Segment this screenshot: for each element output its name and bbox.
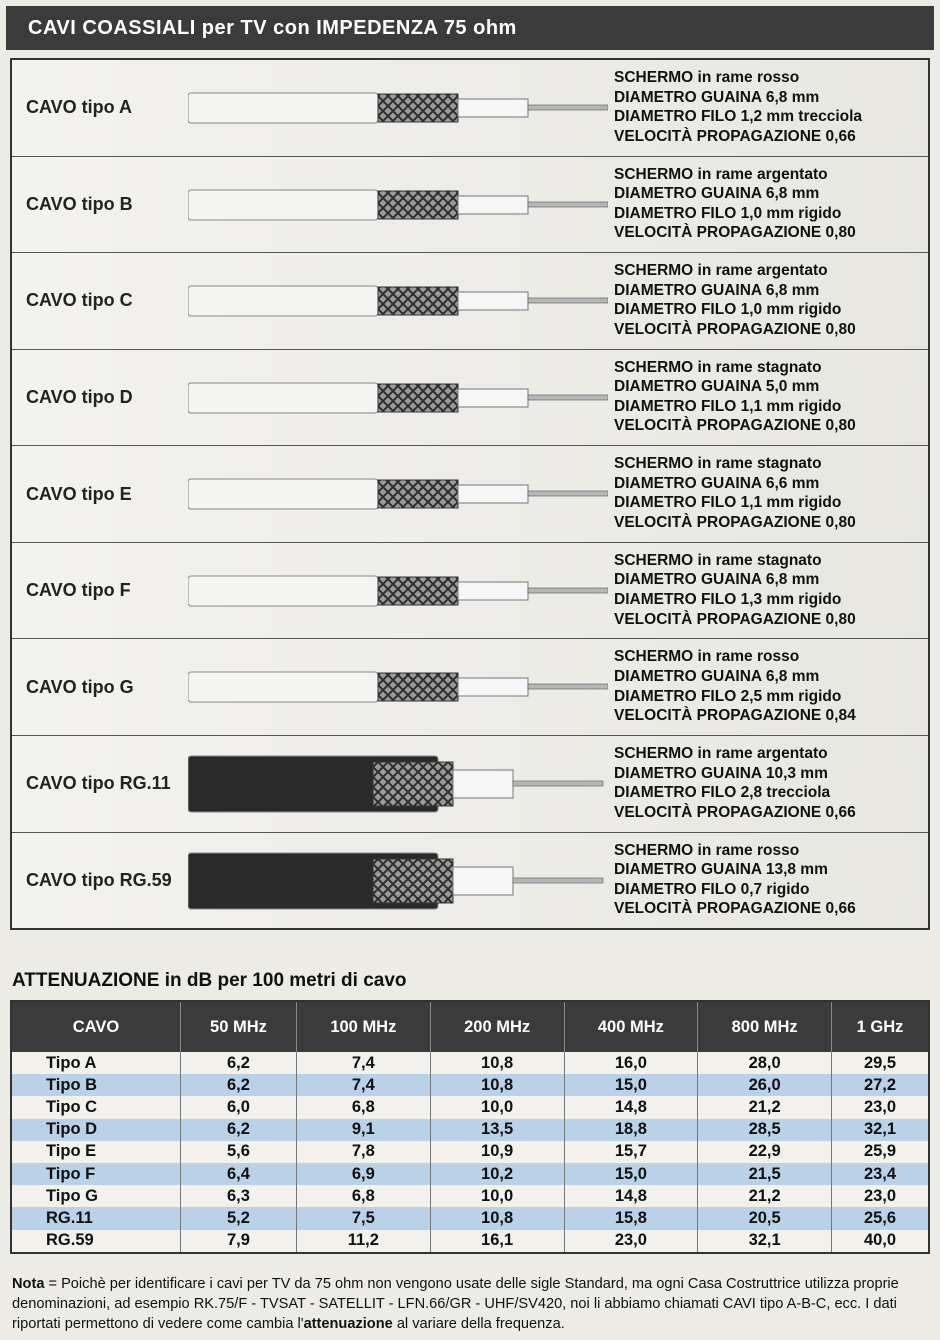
- row-label: Tipo E: [11, 1141, 180, 1163]
- spec-line: VELOCITÀ PROPAGAZIONE 0,66: [614, 127, 856, 145]
- table-cell: 28,5: [698, 1119, 832, 1141]
- spec-line: DIAMETRO FILO 2,8 trecciola: [614, 784, 831, 802]
- row-label: RG.59: [11, 1230, 180, 1253]
- spec-line: DIAMETRO FILO 1,0 mm rigido: [614, 204, 842, 222]
- cable-dielectric: [458, 389, 528, 407]
- cable-core: [528, 395, 608, 400]
- table-cell: 6,2: [180, 1074, 296, 1096]
- spec-line: SCHERMO in rame argentato: [614, 262, 828, 280]
- column-header: 800 MHz: [698, 1001, 832, 1052]
- spec-line: DIAMETRO GUAINA 6,8 mm: [614, 281, 820, 299]
- table-cell: 5,6: [180, 1141, 296, 1163]
- spec-line: VELOCITÀ PROPAGAZIONE 0,84: [614, 707, 856, 725]
- cable-jacket: [188, 190, 378, 220]
- cable-row: [12, 253, 928, 350]
- table-cell: 15,0: [564, 1074, 698, 1096]
- page-title: CAVI COASSIALI per TV con IMPEDENZA 75 ohm: [6, 6, 934, 50]
- cable-specs: [614, 261, 856, 339]
- cable-name: CAVO tipo D: [26, 386, 133, 407]
- cable-braid: [378, 480, 458, 508]
- cable-jacket: [188, 576, 378, 606]
- cable-braid: [378, 577, 458, 605]
- table-cell: 7,5: [296, 1207, 430, 1229]
- cable-illustration: [188, 173, 608, 237]
- column-header: 1 GHz: [832, 1001, 929, 1052]
- cable-row: [12, 736, 928, 833]
- table-row: [11, 1207, 929, 1229]
- spec-line: VELOCITÀ PROPAGAZIONE 0,66: [614, 803, 856, 821]
- cable-illustration: [188, 655, 608, 719]
- cable-dielectric: [458, 485, 528, 503]
- table-cell: 15,8: [564, 1207, 698, 1229]
- table-row: [11, 1185, 929, 1207]
- cable-dielectric: [453, 867, 513, 895]
- spec-line: VELOCITÀ PROPAGAZIONE 0,80: [614, 610, 856, 628]
- note-bold-word: attenuazione: [303, 1316, 393, 1332]
- cable-braid: [378, 94, 458, 122]
- spec-line: DIAMETRO FILO 1,1 mm rigido: [614, 397, 842, 415]
- cable-specs: [614, 68, 862, 146]
- cable-core: [528, 202, 608, 207]
- table-cell: 5,2: [180, 1207, 296, 1229]
- table-cell: 6,2: [180, 1052, 296, 1074]
- cable-illustration: [188, 76, 608, 140]
- spec-line: DIAMETRO GUAINA 6,8 mm: [614, 88, 820, 106]
- cable-illustration: [188, 462, 608, 526]
- spec-line: VELOCITÀ PROPAGAZIONE 0,80: [614, 224, 856, 242]
- table-cell: 10,8: [430, 1052, 564, 1074]
- table-cell: 6,9: [296, 1163, 430, 1185]
- cable-row: [12, 350, 928, 447]
- cable-illustration: [188, 269, 608, 333]
- cable-row: [12, 446, 928, 543]
- cable-jacket: [188, 93, 378, 123]
- row-label: Tipo F: [11, 1163, 180, 1185]
- spec-line: VELOCITÀ PROPAGAZIONE 0,80: [614, 514, 856, 532]
- cable-name: CAVO tipo B: [26, 193, 133, 214]
- cable-core: [528, 105, 608, 110]
- row-label: Tipo D: [11, 1119, 180, 1141]
- row-label: Tipo C: [11, 1096, 180, 1118]
- table-cell: 21,2: [698, 1096, 832, 1118]
- spec-line: SCHERMO in rame rosso: [614, 648, 800, 666]
- spec-line: DIAMETRO GUAINA 10,3 mm: [614, 764, 828, 782]
- column-header: 200 MHz: [430, 1001, 564, 1052]
- cable-specs: [614, 551, 856, 629]
- table-cell: 21,2: [698, 1185, 832, 1207]
- spec-line: DIAMETRO GUAINA 13,8 mm: [614, 861, 828, 879]
- table-cell: 25,9: [832, 1141, 929, 1163]
- spec-line: DIAMETRO FILO 1,3 mm rigido: [614, 591, 842, 608]
- table-cell: 7,4: [296, 1052, 430, 1074]
- spec-line: DIAMETRO GUAINA 6,6 mm: [614, 474, 820, 492]
- footnote: [12, 1274, 928, 1334]
- note-text-after: al variare della frequenza.: [392, 1316, 565, 1332]
- cable-jacket: [188, 479, 378, 509]
- attenuation-table: [10, 1000, 930, 1254]
- cable-row: [12, 639, 928, 736]
- cable-illustration: [188, 849, 608, 913]
- cable-braid: [373, 762, 453, 806]
- table-row: [11, 1052, 929, 1074]
- spec-line: SCHERMO in rame rosso: [614, 69, 800, 86]
- cable-braid: [378, 384, 458, 412]
- spec-line: SCHERMO in rame rosso: [614, 841, 800, 859]
- cable-dielectric: [458, 582, 528, 600]
- table-cell: 18,8: [564, 1119, 698, 1141]
- spec-line: VELOCITÀ PROPAGAZIONE 0,66: [614, 900, 856, 918]
- cable-core: [528, 684, 608, 689]
- cable-braid: [378, 191, 458, 219]
- table-cell: 10,9: [430, 1141, 564, 1163]
- table-cell: 16,0: [564, 1052, 698, 1074]
- cable-name: CAVO tipo C: [26, 290, 133, 311]
- cable-specs: [614, 647, 856, 725]
- row-label: Tipo A: [11, 1052, 180, 1074]
- attenuation-title: ATTENUAZIONE in dB per 100 metri di cavo: [12, 970, 407, 991]
- column-header: 50 MHz: [180, 1001, 296, 1052]
- cable-core: [528, 491, 608, 496]
- cable-name: CAVO tipo G: [26, 676, 134, 697]
- note-text-before: = Poichè per identificare i cavi per TV da 75 ohm non vengono usate delle sigle Standard, ma ogni Casa Costruttrice utilizza proprie denominazioni, ad esempio RK.75/F - TVSAT - SATELLIT - LFN.66/GR - UHF/SV420, noi li abbiamo chiamati CAVI tipo A-B-C, ecc. I dati riportati permettono di vedere come cambia l': [12, 1276, 899, 1332]
- cable-jacket: [188, 383, 378, 413]
- cable-name: CAVO tipo E: [26, 483, 132, 504]
- table-row: [11, 1074, 929, 1096]
- table-row: [11, 1163, 929, 1185]
- table-cell: 10,8: [430, 1207, 564, 1229]
- cable-specs: [614, 454, 856, 532]
- cable-illustration: [188, 559, 608, 623]
- cable-row: [12, 543, 928, 640]
- cable-core: [513, 878, 603, 883]
- cable-name: CAVO tipo RG.59: [26, 869, 172, 890]
- table-cell: 6,8: [296, 1096, 430, 1118]
- table-row: [11, 1230, 929, 1253]
- table-row: [11, 1141, 929, 1163]
- table-cell: 16,1: [430, 1230, 564, 1253]
- table-cell: 40,0: [832, 1230, 929, 1253]
- table-cell: 6,2: [180, 1119, 296, 1141]
- spec-line: DIAMETRO GUAINA 6,8 mm: [614, 571, 820, 589]
- attenuation-header-row: [11, 1001, 929, 1052]
- table-cell: 13,5: [430, 1119, 564, 1141]
- cable-braid: [378, 287, 458, 315]
- spec-line: VELOCITÀ PROPAGAZIONE 0,80: [614, 417, 856, 435]
- table-cell: 23,0: [832, 1185, 929, 1207]
- spec-line: SCHERMO in rame argentato: [614, 165, 828, 183]
- cable-row: [12, 833, 928, 929]
- spec-line: DIAMETRO GUAINA 6,8 mm: [614, 667, 820, 685]
- row-label: Tipo G: [11, 1185, 180, 1207]
- cable-name: CAVO tipo RG.11: [26, 773, 171, 794]
- table-cell: 15,0: [564, 1163, 698, 1185]
- cable-illustration: [188, 752, 608, 816]
- table-cell: 9,1: [296, 1119, 430, 1141]
- cable-braid: [373, 859, 453, 903]
- cable-core: [528, 588, 608, 593]
- table-cell: 28,0: [698, 1052, 832, 1074]
- column-header: 400 MHz: [564, 1001, 698, 1052]
- table-cell: 32,1: [698, 1230, 832, 1253]
- spec-line: SCHERMO in rame stagnato: [614, 455, 822, 473]
- table-row: [11, 1119, 929, 1141]
- spec-line: DIAMETRO FILO 1,2 mm trecciola: [614, 108, 863, 126]
- table-cell: 14,8: [564, 1185, 698, 1207]
- cable-row: [12, 157, 928, 254]
- column-header: CAVO: [11, 1001, 180, 1052]
- cable-illustration: [188, 366, 608, 430]
- cable-specs: [614, 744, 856, 822]
- cable-dielectric: [458, 678, 528, 696]
- spec-line: SCHERMO in rame stagnato: [614, 358, 822, 376]
- cable-dielectric: [458, 99, 528, 117]
- cable-core: [528, 298, 608, 303]
- table-cell: 6,4: [180, 1163, 296, 1185]
- spec-line: VELOCITÀ PROPAGAZIONE 0,80: [614, 320, 856, 338]
- cable-specs: [614, 358, 856, 436]
- table-row: [11, 1096, 929, 1118]
- table-cell: 10,8: [430, 1074, 564, 1096]
- table-cell: 25,6: [832, 1207, 929, 1229]
- table-cell: 11,2: [296, 1230, 430, 1253]
- cable-core: [513, 781, 603, 786]
- row-label: RG.11: [11, 1207, 180, 1229]
- table-cell: 23,0: [832, 1096, 929, 1118]
- cable-specs: [614, 841, 856, 919]
- cable-dielectric: [458, 196, 528, 214]
- spec-line: DIAMETRO GUAINA 6,8 mm: [614, 185, 820, 203]
- table-cell: 6,8: [296, 1185, 430, 1207]
- cable-row: [12, 60, 928, 157]
- table-cell: 20,5: [698, 1207, 832, 1229]
- cable-jacket: [188, 672, 378, 702]
- table-cell: 10,2: [430, 1163, 564, 1185]
- note-label: Nota: [12, 1276, 45, 1292]
- cable-name: CAVO tipo A: [26, 97, 132, 118]
- row-label: Tipo B: [11, 1074, 180, 1096]
- spec-line: SCHERMO in rame argentato: [614, 744, 828, 762]
- table-cell: 10,0: [430, 1096, 564, 1118]
- table-cell: 10,0: [430, 1185, 564, 1207]
- cable-spec-table: [10, 58, 930, 930]
- table-cell: 32,1: [832, 1119, 929, 1141]
- table-cell: 27,2: [832, 1074, 929, 1096]
- table-cell: 22,9: [698, 1141, 832, 1163]
- table-cell: 21,5: [698, 1163, 832, 1185]
- cable-braid: [378, 673, 458, 701]
- table-cell: 7,8: [296, 1141, 430, 1163]
- cable-specs: [614, 165, 856, 243]
- table-cell: 29,5: [832, 1052, 929, 1074]
- spec-line: DIAMETRO FILO 1,1 mm rigido: [614, 494, 842, 512]
- spec-line: DIAMETRO GUAINA 5,0 mm: [614, 378, 820, 396]
- table-cell: 6,3: [180, 1185, 296, 1207]
- cable-jacket: [188, 286, 378, 316]
- table-cell: 15,7: [564, 1141, 698, 1163]
- table-cell: 26,0: [698, 1074, 832, 1096]
- cable-name: CAVO tipo F: [26, 580, 131, 601]
- spec-line: DIAMETRO FILO 1,0 mm rigido: [614, 301, 842, 319]
- table-cell: 7,4: [296, 1074, 430, 1096]
- table-cell: 23,0: [564, 1230, 698, 1253]
- column-header: 100 MHz: [296, 1001, 430, 1052]
- cable-dielectric: [453, 770, 513, 798]
- table-cell: 14,8: [564, 1096, 698, 1118]
- spec-line: SCHERMO in rame stagnato: [614, 551, 822, 569]
- cable-dielectric: [458, 292, 528, 310]
- table-cell: 23,4: [832, 1163, 929, 1185]
- spec-line: DIAMETRO FILO 0,7 rigido: [614, 880, 810, 898]
- table-cell: 6,0: [180, 1096, 296, 1118]
- table-cell: 7,9: [180, 1230, 296, 1253]
- spec-line: DIAMETRO FILO 2,5 mm rigido: [614, 687, 842, 705]
